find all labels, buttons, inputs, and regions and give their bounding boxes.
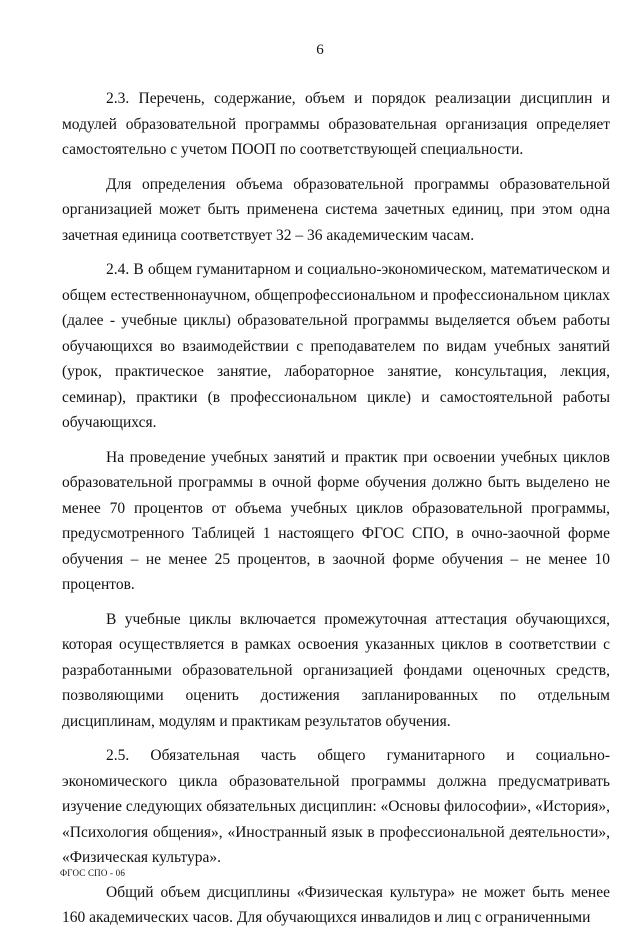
- paragraph-physical-culture: Общий объем дисциплины «Физическая культура» не может быть менее 160 академических часов. Для обучающихся инвалидов и лиц с ограниченными: [62, 883, 610, 926]
- page-number: 6: [316, 42, 324, 58]
- paragraph-2-5: 2.5. Обязательная часть общего гуманитарного и социально-экономического цикла образовательной программы должна предусматривать изучение следующих обязательных дисциплин: «Основы философии», «История», «Психология общения», «Иностранный язык в профессиональной деятельности», «Физическая культура».: [62, 747, 610, 866]
- document-body: [62, 86, 610, 940]
- paragraph-attestation: В учебные циклы включается промежуточная аттестация обучающихся, которая осуществляется в рамках освоения указанных циклов в соответствии с разработанными образовательной организацией фондами оценочных средств, позволяющими оценить достижения запланированных по отдельным дисциплинам, модулям и практикам результатов обучения.: [62, 610, 610, 730]
- footer-doc-code: ФГОС СПО - 06: [60, 868, 126, 878]
- paragraph-study-hours-share: На проведение учебных занятий и практик при освоении учебных циклов образовательной программы в очной форме обучения должно быть выделено не менее 70 процентов от объема учебных циклов образовательной программы, предусмотренного Таблицей 1 настоящего ФГОС СПО, в очно-заочной форме обучения – не менее 25 процентов, в заочной форме обучения – не менее 10 процентов.: [62, 448, 610, 593]
- paragraph-credit-units: Для определения объема образовательной программы образовательной организацией может быть применена система зачетных единиц, при этом одна зачетная единица соответствует 32 – 36 академическим часам.: [62, 175, 610, 244]
- paragraph-2-4: 2.4. В общем гуманитарном и социально-экономическом, математическом и общем естественнонаучном, общепрофессиональном и профессиональном циклах (далее - учебные циклы) образовательной программы выделяется объем работы обучающихся во взаимодействии с преподавателем по видам учебных занятий (урок, практическое занятие, лабораторное занятие, консультация, лекция, семинар), практики (в профессиональном цикле) и самостоятельной работы обучающихся.: [62, 261, 610, 431]
- paragraph-2-3: 2.3. Перечень, содержание, объем и порядок реализации дисциплин и модулей образовательной программы образовательная организация определяет самостоятельно с учетом ПООП по соответствующей специальности.: [62, 90, 610, 158]
